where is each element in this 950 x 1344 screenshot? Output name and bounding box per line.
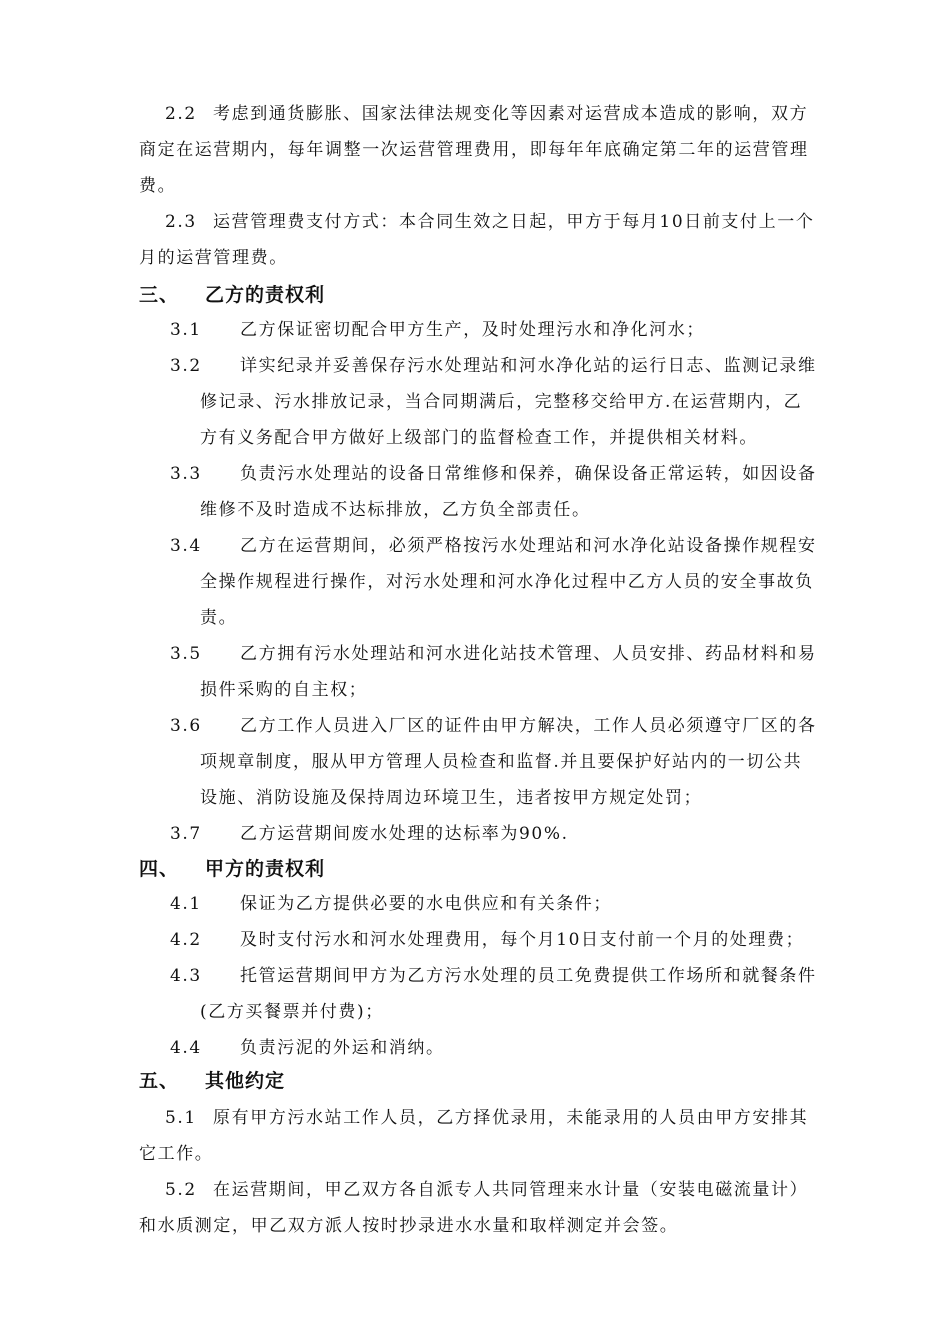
- section-heading-4: [139, 854, 325, 884]
- clause-text: 在运营期间，甲乙双方各自派专人共同管理来水计量（安装电磁流量计）和水质测定，甲乙双方派人按时抄录进水水量和取样测定并会签。: [139, 1180, 809, 1236]
- paragraph-number: 2.2: [165, 104, 197, 124]
- clause-4-2: [170, 922, 820, 958]
- clause-3-4: [170, 528, 820, 636]
- section-heading-3: [139, 280, 325, 310]
- clause-3-7: [170, 816, 820, 852]
- clause-number: 4.3: [170, 966, 202, 986]
- clause-number: 3.1: [170, 320, 202, 340]
- clause-number: 4.4: [170, 1038, 202, 1058]
- paragraph-number: 2.3: [165, 212, 197, 232]
- section-heading-5: [139, 1066, 285, 1096]
- paragraph-text: 考虑到通货膨胀、国家法律法规变化等因素对运营成本造成的影响，双方商定在运营期内，每年调整一次运营管理费用，即每年年底确定第二年的运营管理费。: [139, 104, 809, 196]
- clause-text: 原有甲方污水站工作人员，乙方择优录用，未能录用的人员由甲方安排其它工作。: [139, 1108, 809, 1164]
- clause-number: 3.2: [170, 356, 202, 376]
- clause-3-2: [170, 348, 820, 456]
- clause-4-1: [170, 886, 820, 922]
- section-number: 三、: [139, 284, 180, 306]
- clause-3-6: [170, 708, 820, 816]
- clause-text: 负责污水处理站的设备日常维修和保养，确保设备正常运转，如因设备维修不及时造成不达标排放，乙方负全部责任。: [200, 464, 817, 520]
- section-number: 四、: [139, 858, 180, 880]
- clause-3-3: [170, 456, 820, 528]
- clause-text: 保证为乙方提供必要的水电供应和有关条件；: [240, 894, 612, 914]
- clause-number: 5.1: [165, 1108, 197, 1128]
- clause-text: 乙方保证密切配合甲方生产，及时处理污水和净化河水；: [240, 320, 705, 340]
- clause-3-5: [170, 636, 820, 708]
- clause-5-2: [139, 1172, 819, 1244]
- section-title: 其他约定: [205, 1070, 286, 1092]
- clause-text: 详实纪录并妥善保存污水处理站和河水净化站的运行日志、监测记录维修记录、污水排放记录，当合同期满后，完整移交给甲方.在运营期内，乙方有义务配合甲方做好上级部门的监督检查工作，并提供相关材料。: [200, 356, 817, 448]
- clause-text: 乙方工作人员进入厂区的证件由甲方解决，工作人员必须遵守厂区的各项规章制度，服从甲方管理人员检查和监督.并且要保护好站内的一切公共设施、消防设施及保持周边环境卫生，违者按甲方规定处罚；: [200, 716, 817, 808]
- clause-number: 5.2: [165, 1180, 197, 1200]
- clause-number: 4.1: [170, 894, 202, 914]
- paragraph-2-2: [139, 96, 819, 204]
- clause-5-1: [139, 1100, 819, 1172]
- clause-4-3: [170, 958, 820, 1030]
- clause-text: 乙方在运营期间，必须严格按污水处理站和河水净化站设备操作规程安全操作规程进行操作，对污水处理和河水净化过程中乙方人员的安全事故负责。: [200, 536, 817, 628]
- clause-4-4: [170, 1030, 820, 1066]
- clause-number: 3.7: [170, 824, 202, 844]
- clause-text: 负责污泥的外运和消纳。: [240, 1038, 445, 1058]
- paragraph-text: 运营管理费支付方式：本合同生效之日起，甲方于每月10日前支付上一个月的运营管理费。: [139, 212, 815, 268]
- clause-text: 托管运营期间甲方为乙方污水处理的员工免费提供工作场所和就餐条件(乙方买餐票并付费)；: [200, 966, 817, 1022]
- clause-number: 3.3: [170, 464, 202, 484]
- clause-number: 3.4: [170, 536, 202, 556]
- clause-text: 及时支付污水和河水处理费用，每个月10日支付前一个月的处理费；: [240, 930, 805, 950]
- clause-number: 3.5: [170, 644, 202, 664]
- clause-text: 乙方拥有污水处理站和河水进化站技术管理、人员安排、药品材料和易损件采购的自主权；: [200, 644, 817, 700]
- clause-text: 乙方运营期间废水处理的达标率为90%.: [240, 824, 569, 844]
- section-number: 五、: [139, 1070, 180, 1092]
- clause-number: 4.2: [170, 930, 202, 950]
- paragraph-2-3: [139, 204, 819, 276]
- clause-number: 3.6: [170, 716, 202, 736]
- clause-3-1: [170, 312, 820, 348]
- section-title: 甲方的责权利: [205, 858, 326, 880]
- section-title: 乙方的责权利: [205, 284, 326, 306]
